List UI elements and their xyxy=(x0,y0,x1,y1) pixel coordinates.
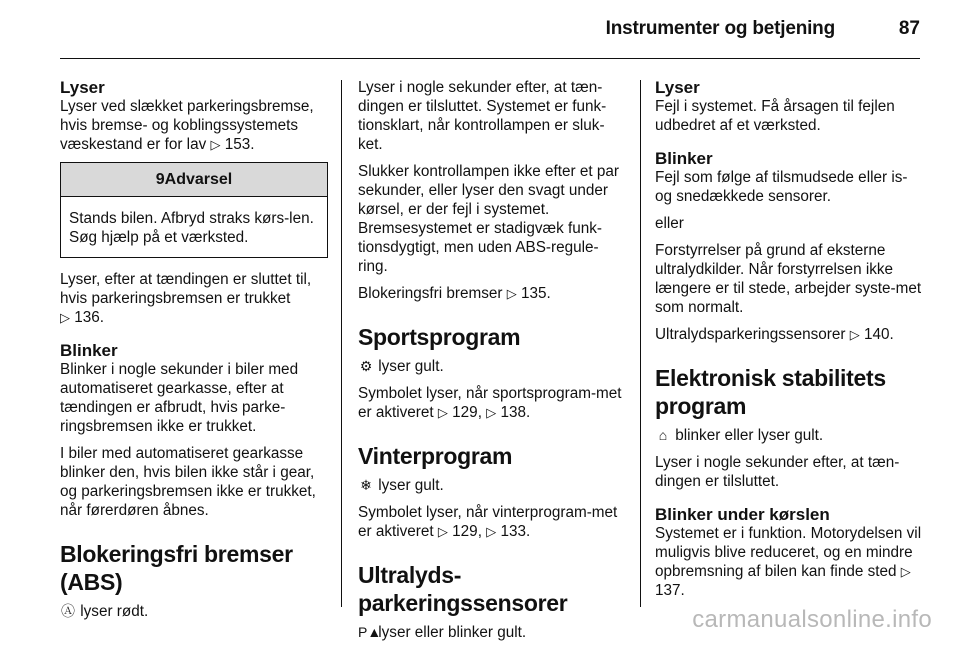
paragraph: Lyser i nogle sekunder efter, at tæn-dingen er tilsluttet. xyxy=(655,454,900,490)
page-reference-icon: ▷ xyxy=(486,524,497,539)
warning-body: Stands bilen. Afbryd straks kørs-len. Søg hjælp på et værksted. xyxy=(69,210,314,246)
page-reference-icon: ▷ xyxy=(486,405,497,420)
header-divider xyxy=(60,58,920,59)
paragraph: ⚙ lyser gult. xyxy=(359,358,444,375)
heading-sportsprogram: Sportsprogram xyxy=(358,324,521,350)
page-number: 87 xyxy=(898,18,920,39)
paragraph: ⌂ blinker eller lyser gult. xyxy=(655,426,923,445)
column-3 xyxy=(655,78,923,608)
heading-lyser: Lyser xyxy=(655,78,700,97)
paragraph: I biler med automatiseret gearkasse blinker den, hvis bilen ikke står i gear, og parkeringsbremsen ikke er trukket, når førerdøren åbnes. xyxy=(60,445,316,519)
abs-warning-icon: Ⓐ xyxy=(61,603,75,619)
paragraph: Ultralydsparkeringssensorer ▷ 140. xyxy=(655,326,894,343)
heading-ultralyd: Ultralyds-parkeringssensorer xyxy=(358,562,568,616)
page-reference-icon: ▷ xyxy=(210,137,221,152)
paragraph: eller xyxy=(655,215,684,232)
page-reference-icon: ▷ xyxy=(60,310,70,325)
warning-icon: 9 xyxy=(155,171,165,188)
esp-icon: ⌂ xyxy=(658,427,668,443)
paragraph: Symbolet lyser, når vinterprogram-met er aktiveret ▷ 129, ▷ 133. xyxy=(358,504,618,540)
paragraph: Blokeringsfri bremser ▷ 135. xyxy=(358,285,551,302)
paragraph: Slukker kontrollampen ikke efter et par sekunder, eller lyser den svagt under kørsel, er der fejl i systemet. Bremsesystemet er stadigvæk funk-tionsdygtigt, men uden ABS-regule-ring. xyxy=(358,163,620,275)
heading-esp: Elektronisk stabilitets program xyxy=(655,365,886,419)
snowflake-icon: ❄ xyxy=(360,477,372,493)
paragraph: Lyser ved slækket parkeringsbremse, hvis bremse- og koblingssystemets væskestand er for lav ▷ 153. xyxy=(60,98,314,153)
heading-abs: Blokeringsfri bremser (ABS) xyxy=(60,541,293,595)
heading-blinker: Blinker xyxy=(655,149,713,168)
paragraph: P▲ lyser eller blinker gult. xyxy=(358,624,527,641)
sport-mode-icon: ⚙ xyxy=(359,358,373,374)
heading-blinker: Blinker xyxy=(60,341,118,360)
page-reference-icon: ▷ xyxy=(506,286,517,301)
column-divider-1 xyxy=(341,80,342,607)
paragraph: Forstyrrelser på grund af eksterne ultralydkilder. Når forstyrrelsen ikke længere er til stede, arbejder syste-met som normalt. xyxy=(655,242,922,316)
page-reference-icon: ▷ xyxy=(437,524,448,539)
paragraph: Lyser i nogle sekunder efter, at tæn-dingen er tilsluttet. Systemet er funk-tionsklart, når kontrollampen er sluk-ket. xyxy=(358,79,607,153)
paragraph: Fejl som følge af tilsmudsede eller is- og snedækkede sensorer. xyxy=(655,169,908,205)
heading-lyser: Lyser xyxy=(60,78,105,97)
heading-blinker-under-korslen: Blinker under kørslen xyxy=(655,505,830,524)
page-reference-icon: ▷ xyxy=(900,564,911,579)
heading-vinterprogram: Vinterprogram xyxy=(358,443,513,469)
column-1 xyxy=(60,78,328,629)
paragraph: Blinker i nogle sekunder i biler med automatiseret gearkasse, efter at tændingen er afbrudt, hvis parke-ringsbremsen ikke er trukket. xyxy=(60,361,299,435)
column-divider-2 xyxy=(640,80,641,607)
watermark: carmanualsonline.info xyxy=(692,606,932,633)
paragraph: ❄ lyser gult. xyxy=(358,476,626,495)
paragraph: Fejl i systemet. Få årsagen til fejlen udbedret af et værksted. xyxy=(655,98,895,134)
paragraph: Ⓐ lyser rødt. xyxy=(61,603,149,620)
page-header-title: Instrumenter og betjening xyxy=(605,18,835,39)
paragraph: Lyser, efter at tændingen er sluttet til, hvis parkeringsbremsen er trukket ▷ 136. xyxy=(60,271,312,326)
warning-box xyxy=(60,162,328,258)
paragraph: Symbolet lyser, når sportsprogram-met er aktiveret ▷ 129, ▷ 138. xyxy=(358,385,622,421)
paragraph: Systemet er i funktion. Motorydelsen vil muligvis blive reduceret, og en mindre opbremsning af bilen kan finde sted ▷ 137. xyxy=(655,525,922,599)
column-2 xyxy=(358,78,626,650)
page-reference-icon: ▷ xyxy=(437,405,448,420)
warning-title: 9Advarsel xyxy=(61,163,327,197)
parking-sensor-icon: P▲ xyxy=(358,624,382,640)
page-reference-icon: ▷ xyxy=(849,327,860,342)
